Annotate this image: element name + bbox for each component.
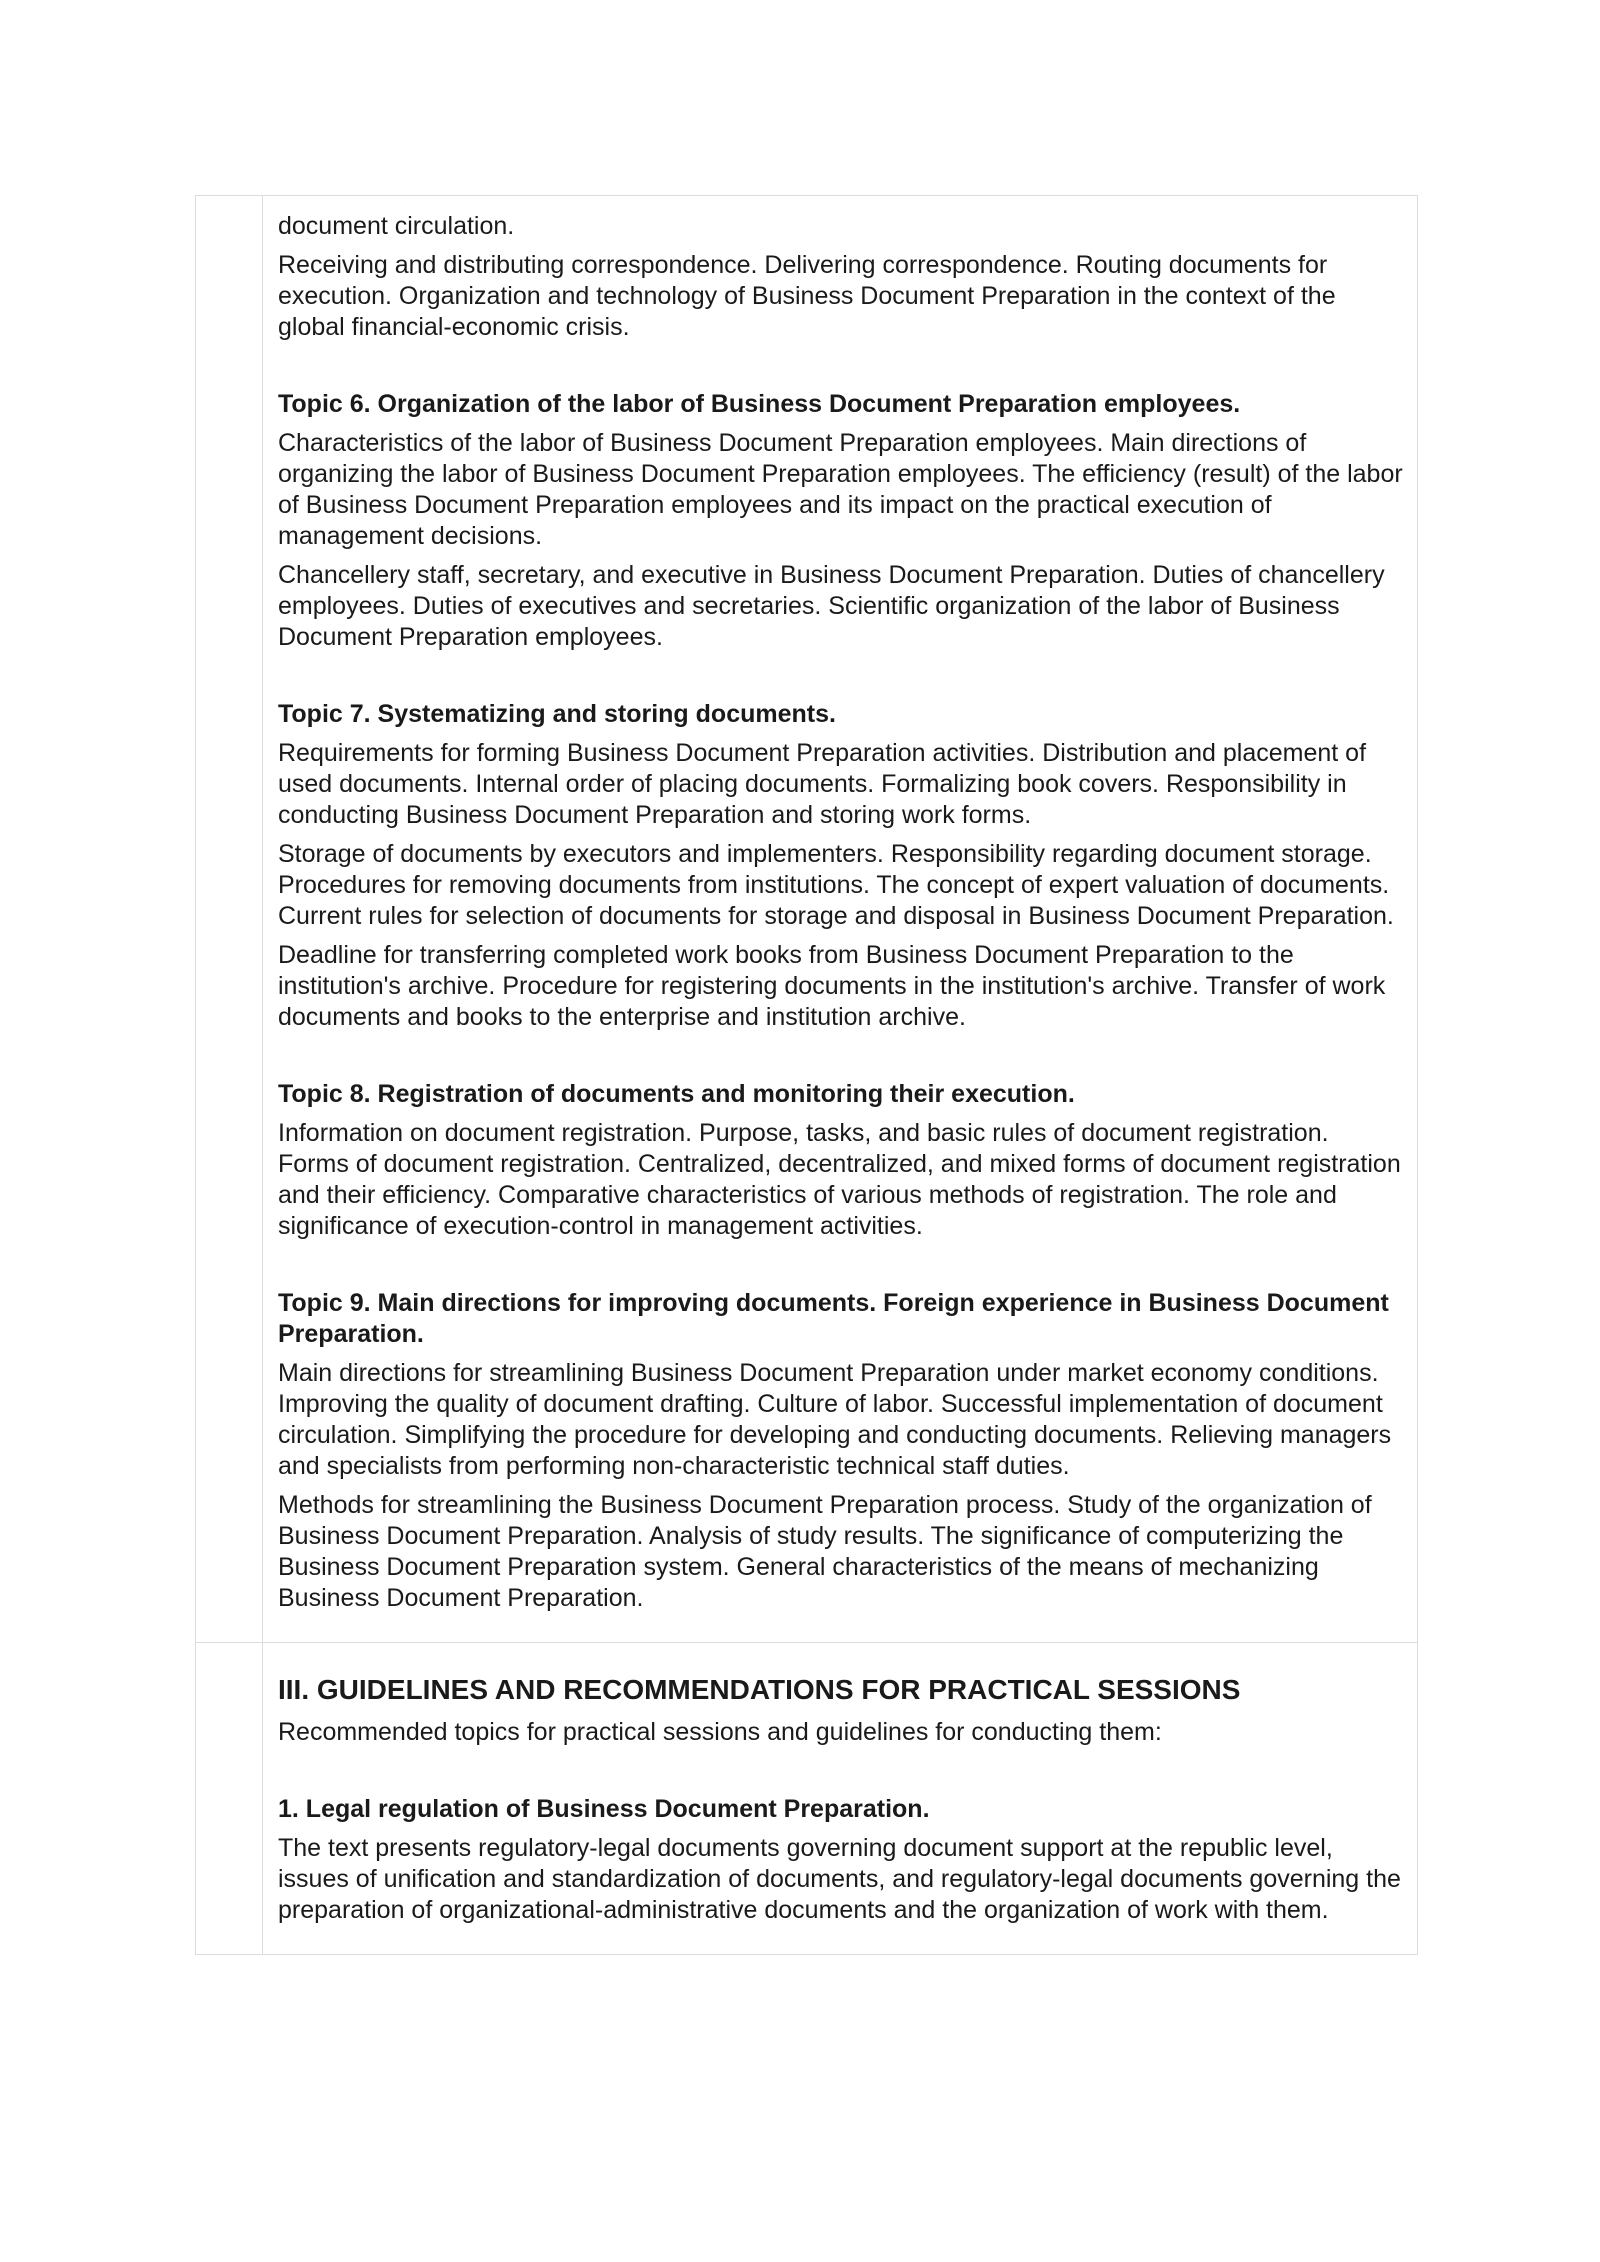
topic-paragraph: Methods for streamlining the Business Document Preparation process. Study of the organization of Business Document Preparation. Analysis of study results. The significance of computerizing the Business Document Preparation system. General characteristics of the means of mechanizing Business Document Preparation. (278, 1491, 1372, 1612)
topic-paragraph: Main directions for streamlining Business Document Preparation under market economy conditions. Improving the quality of document drafting. Culture of labor. Successful implementation of document circulation. Simplifying the procedure for developing and conducting documents. Relieving managers and specialists from performing non-characteristic technical staff duties. (278, 1359, 1392, 1480)
topic-paragraph: Storage of documents by executors and implementers. Responsibility regarding document storage. Procedures for removing documents from institutions. The concept of expert valuation of documents. Current rules for selection of documents for storage and disposal in Business Document Preparation. (278, 840, 1394, 930)
section-row (196, 1642, 1417, 1954)
topic-paragraph: Chancellery staff, secretary, and executive in Business Document Preparation. Duties of chancellery employees. Duties of executives and secretaries. Scientific organization of the labor of Business Document Preparation employees. (278, 561, 1385, 651)
left-column-cell (196, 196, 263, 1642)
section-intro: Recommended topics for practical sessions and guidelines for conducting them: (278, 1718, 1162, 1746)
topic-title: Topic 9. Main directions for improving documents. Foreign experience in Business Document Preparation. (278, 1289, 1389, 1348)
content-cell (263, 196, 1417, 1642)
subtopic-title: 1. Legal regulation of Business Document Preparation. (278, 1795, 930, 1823)
topic-paragraph: Requirements for forming Business Document Preparation activities. Distribution and placement of used documents. Internal order of placing documents. Formalizing book covers. Responsibility in conducting Business Document Preparation and storing work forms. (278, 739, 1367, 829)
section-title: III. GUIDELINES AND RECOMMENDATIONS FOR PRACTICAL SESSIONS (278, 1674, 1241, 1705)
section-cell (263, 1643, 1417, 1954)
topic-7 (278, 699, 1405, 1033)
document-table (195, 195, 1418, 1955)
intro-paragraph: Receiving and distributing correspondence. Delivering correspondence. Routing documents for execution. Organization and technology of Business Document Preparation in the context of the global financial-economic crisis. (278, 251, 1336, 341)
topic-paragraph: Characteristics of the labor of Business Document Preparation employees. Main directions of organizing the labor of Business Document Preparation employees. The efficiency (result) of the labor of Business Document Preparation employees and its impact on the practical execution of management decisions. (278, 429, 1403, 550)
intro-paragraph: document circulation. (278, 212, 515, 240)
topic-6 (278, 389, 1405, 653)
topic-8 (278, 1079, 1405, 1242)
topic-paragraph: Information on document registration. Purpose, tasks, and basic rules of document registration. Forms of document registration. Centralized, decentralized, and mixed forms of document registration and their efficiency. Comparative characteristics of various methods of registration. The role and significance of execution-control in management activities. (278, 1119, 1401, 1240)
content-row (196, 196, 1417, 1642)
topic-paragraph: Deadline for transferring completed work books from Business Document Preparation to the institution's archive. Procedure for registering documents in the institution's archive. Transfer of work documents and books to the enterprise and institution archive. (278, 941, 1386, 1031)
left-column-cell (196, 1643, 263, 1954)
topic-title: Topic 8. Registration of documents and monitoring their execution. (278, 1080, 1075, 1108)
subtopic-paragraph: The text presents regulatory-legal documents governing document support at the republic level, issues of unification and standardization of documents, and regulatory-legal documents governing the preparation of organizational-administrative documents and the organization of work with them. (278, 1834, 1401, 1924)
topic-9 (278, 1288, 1405, 1614)
topic-title: Topic 7. Systematizing and storing documents. (278, 700, 836, 728)
topic-title: Topic 6. Organization of the labor of Business Document Preparation employees. (278, 390, 1241, 418)
